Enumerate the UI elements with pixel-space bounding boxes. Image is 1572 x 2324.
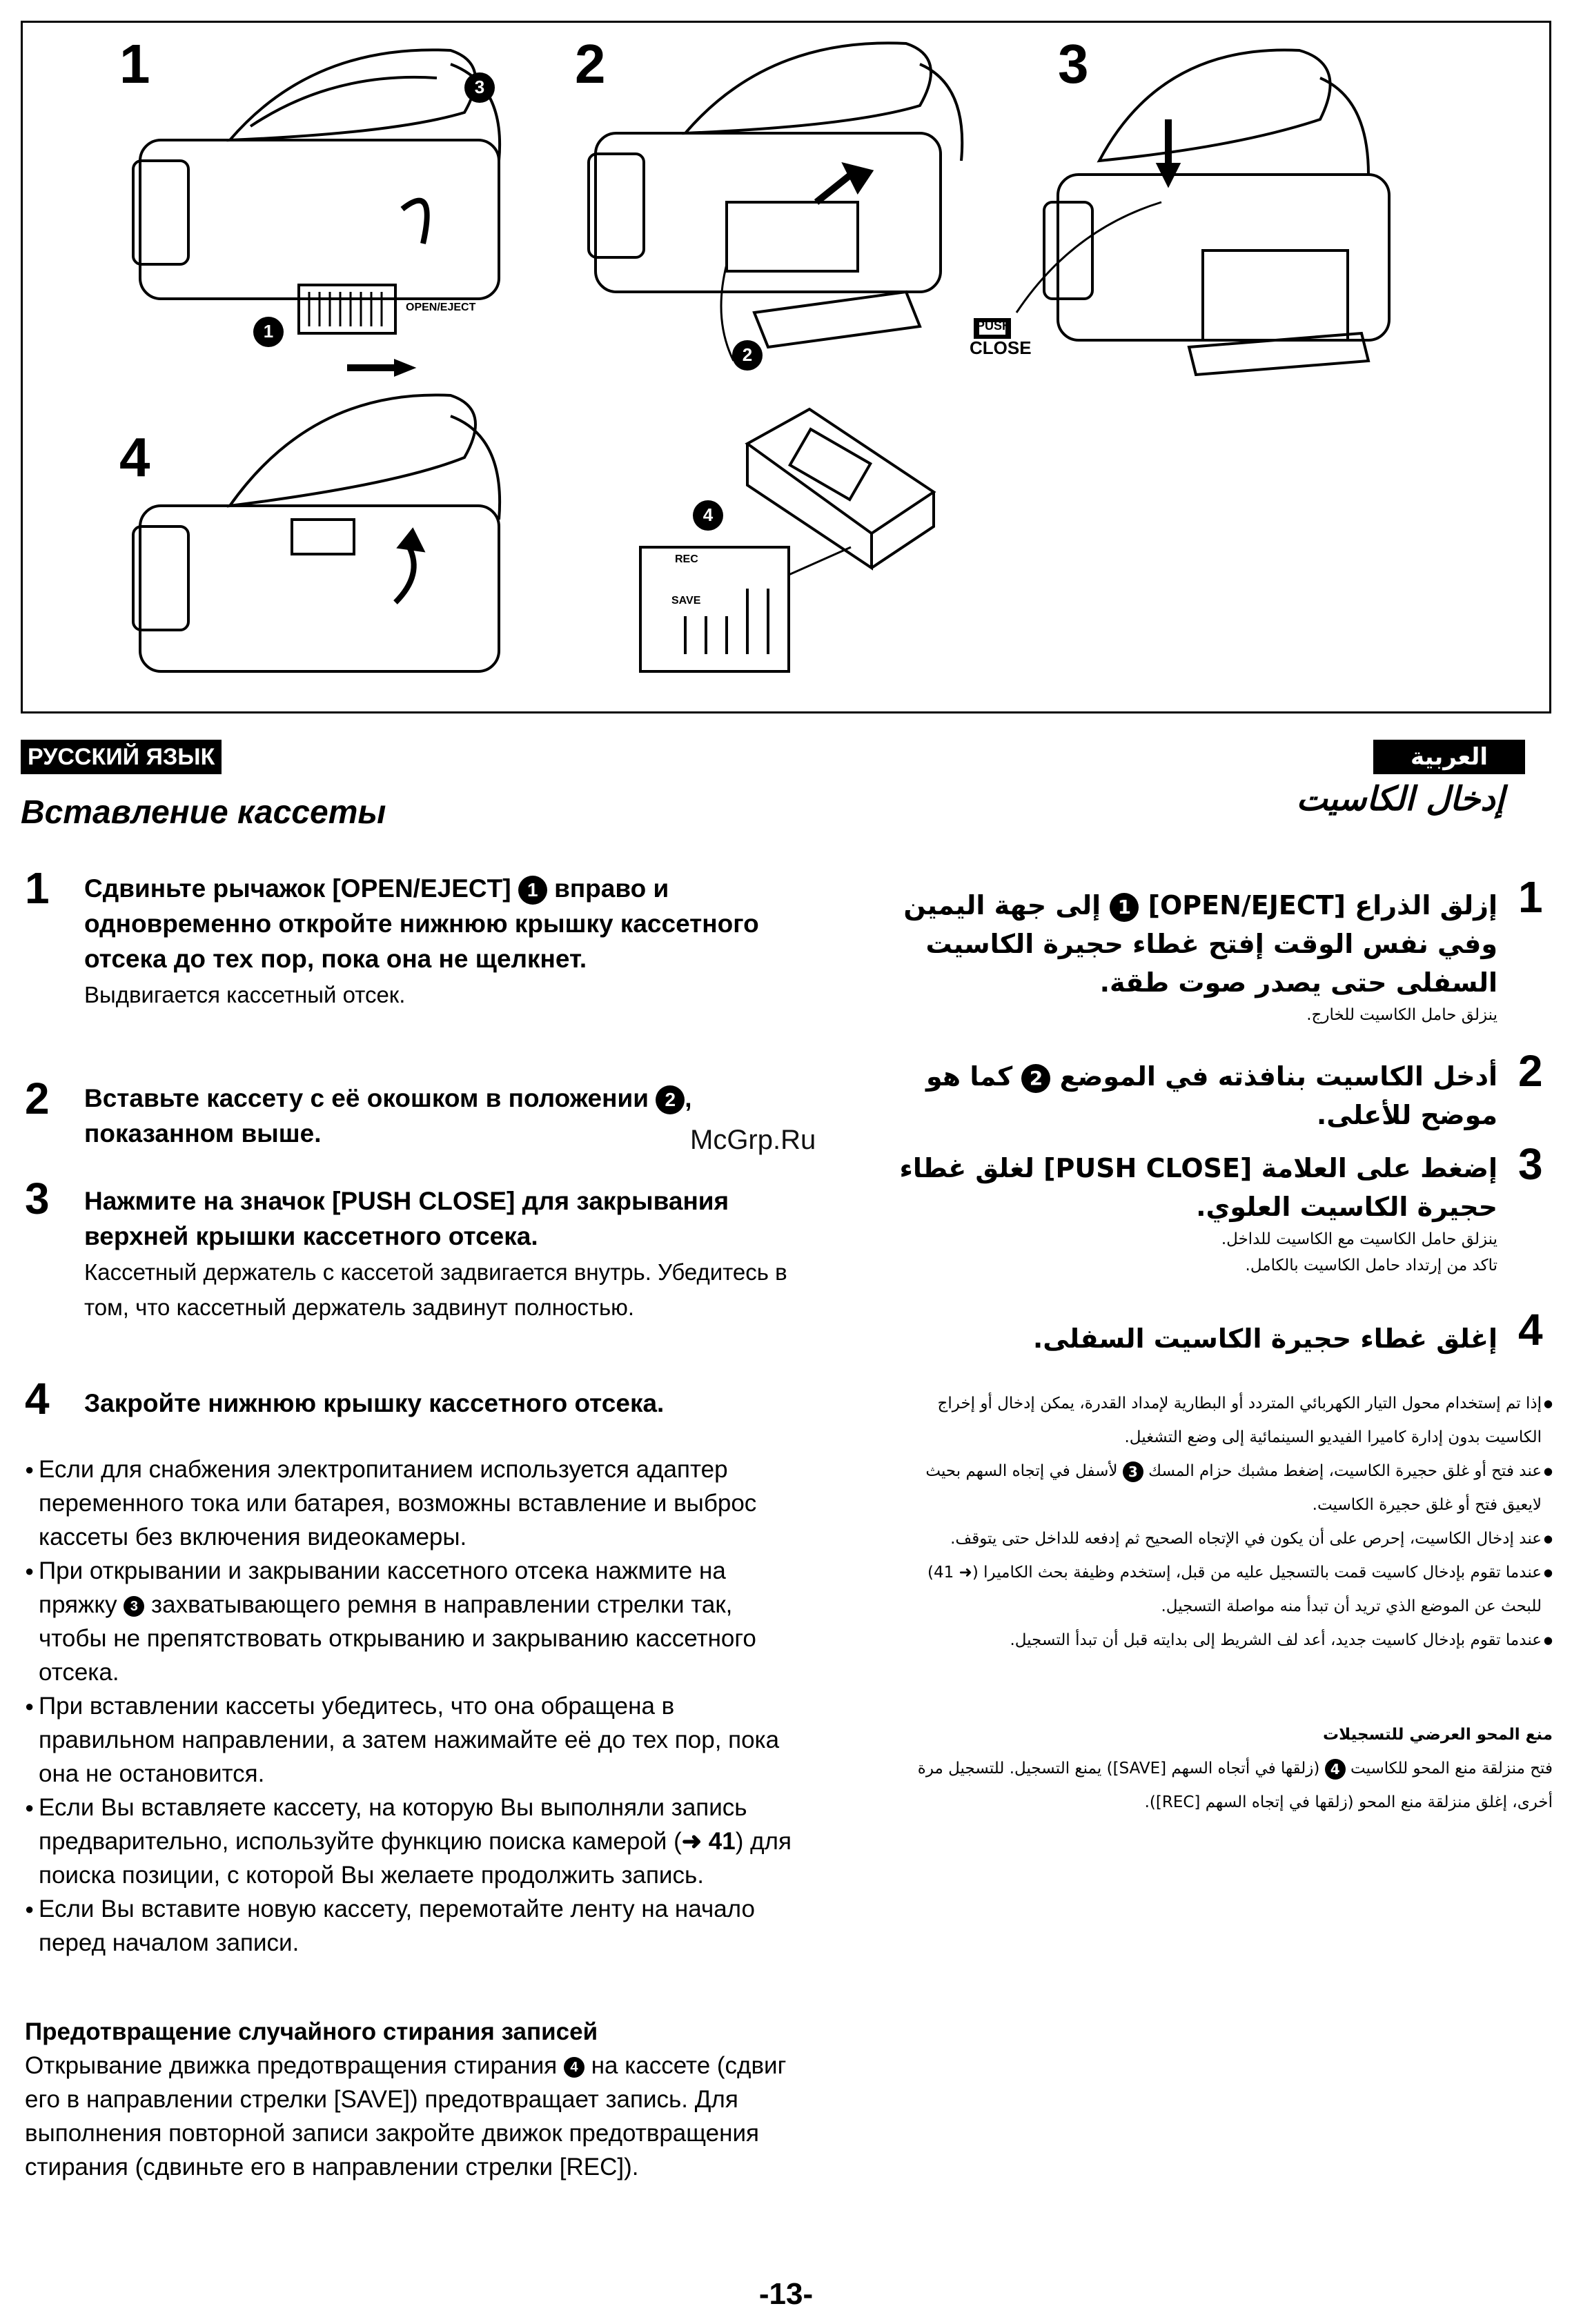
ru-note-4-text-b: ) для поиска позиции, с которой Вы желаете продолжить запись. bbox=[39, 1828, 792, 1889]
ru-protect-section bbox=[25, 2015, 805, 2184]
ar-note-2-text-a: عند فتح أو غلق حجيرة الكاسيت، إضغط مشبك حزام المسك bbox=[1143, 1462, 1542, 1480]
lang-tag-arabic: العربية bbox=[1373, 740, 1525, 774]
ru-note-4-page-ref: ➜ 41 bbox=[681, 1828, 736, 1855]
panel-number-1: 1 bbox=[119, 33, 150, 95]
ru-note-4 bbox=[25, 1791, 805, 1892]
ar-step-2 bbox=[890, 1057, 1497, 1134]
ar-step-4 bbox=[890, 1319, 1497, 1358]
ar-protect-section bbox=[890, 1718, 1553, 1820]
ru-step-3-number: 3 bbox=[25, 1174, 50, 1223]
ru-step-2-icon: 2 bbox=[656, 1085, 685, 1114]
ar-notes-list bbox=[890, 1387, 1553, 1657]
ru-step-3-text: Нажмите на значок [PUSH CLOSE] для закрывания верхней крышки кассетного отсека. bbox=[84, 1187, 729, 1250]
camera-drawing-3 bbox=[975, 50, 1389, 375]
ar-note-4: ● عندما تقوم بإدخال كاسيت قمت بالتسجيل عليه من قبل، إستخدم وظيفة بحث الكاميرا (➜ 41) للبحث عن الموضع الذي تريد أن تبدأ منه مواصلة التسجيل. bbox=[890, 1556, 1553, 1624]
ru-protect-title: Предотвращение случайного стирания записей bbox=[25, 2018, 598, 2045]
ar-step-1-number: 1 bbox=[1518, 872, 1543, 922]
camera-illustrations bbox=[23, 23, 1553, 716]
illustration-box bbox=[21, 21, 1551, 713]
page-number: -13- bbox=[758, 2277, 814, 2311]
ar-step-3-text: إضغط على العلامة [PUSH CLOSE] لغلق غطاء حجيرة الكاسيت العلوي. bbox=[899, 1153, 1497, 1222]
ru-step-4-text: Закройте нижнюю крышку кассетного отсека. bbox=[84, 1389, 665, 1417]
lang-tag-russian: РУССКИЙ ЯЗЫК bbox=[21, 740, 222, 774]
camera-drawing-4 bbox=[133, 395, 500, 671]
ar-step-1-text-b: إلى جهة اليمين وفي نفس الوقت إفتح غطاء حجيرة الكاسيت السفلى حتى يصدر صوت طقة. bbox=[903, 890, 1497, 998]
ru-step-1-sub: Выдвигается кассетный отсек. bbox=[84, 982, 406, 1007]
ru-step-1-number: 1 bbox=[25, 863, 50, 913]
arabic-title: إدخال الكاسيت bbox=[1296, 780, 1504, 818]
rec-label: REC bbox=[675, 553, 698, 565]
ru-note-2 bbox=[25, 1554, 805, 1689]
ru-note-2-text-b: захватывающего ремня в направлении стрелки так, чтобы не препятствовать открыванию и закрыванию кассетного отсека. bbox=[39, 1591, 756, 1686]
ar-note-2 bbox=[890, 1455, 1553, 1522]
ar-step-1-icon: 1 bbox=[1110, 893, 1139, 922]
ru-step-1-text-a: Сдвиньте рычажок [OPEN/EJECT] bbox=[84, 874, 518, 903]
ru-step-3 bbox=[84, 1183, 816, 1324]
open-eject-switch-stripes bbox=[309, 292, 382, 326]
ar-step-1 bbox=[890, 886, 1497, 1028]
ru-protect-body bbox=[25, 2049, 805, 2184]
ar-note-2-icon: 3 bbox=[1123, 1461, 1143, 1482]
ar-protect-title: منع المحو العرضي للتسجيلات bbox=[1323, 1726, 1553, 1744]
ru-step-3-sub: Кассетный держатель с кассетой задвигается внутрь. Убедитесь в том, что кассетный держатель задвинут полностью. bbox=[84, 1259, 787, 1320]
camera-drawing-1 bbox=[133, 50, 500, 375]
ru-step-1-icon: 1 bbox=[518, 876, 547, 905]
ru-step-4 bbox=[84, 1386, 816, 1421]
ar-note-1: ● إذا تم إستخدام محول التيار الكهربائي المتردد أو البطارية لإمداد القدرة، يمكن إدخال أو إخراج الكاسيت بدون إدارة كاميرا الفيديو السينمائية إلى وضع التشغيل. bbox=[890, 1387, 1553, 1455]
callout-3-label: 3 bbox=[474, 77, 485, 97]
ru-step-2-text-b: , показанном выше. bbox=[84, 1084, 692, 1148]
callout-4-label: 4 bbox=[703, 504, 714, 525]
ar-step-2-number: 2 bbox=[1518, 1046, 1543, 1096]
ru-step-1-text-b: вправо и одновременно откройте нижнюю крышку кассетного отсека до тех пор, пока она не щелкнет. bbox=[84, 874, 759, 973]
panel-number-4: 4 bbox=[119, 426, 150, 488]
ru-note-4-text-a: Если Вы вставляете кассету, на которую Вы выполняли запись предварительно, используйте функцию поиска камерой ( bbox=[39, 1794, 747, 1855]
ar-step-2-icon: 2 bbox=[1021, 1064, 1050, 1093]
callout-2-label: 2 bbox=[742, 344, 753, 365]
ar-note-3: ● عند إدخال الكاسيت، إحرص على أن يكون في الإتجاه الصحيح ثم إدفعه للداخل حتى يتوقف. bbox=[890, 1522, 1553, 1556]
ar-step-2-text-a: أدخل الكاسيت بنافذته في الموضع bbox=[1050, 1061, 1497, 1092]
ar-protect-text-a: فتح منزلقة منع المحو للكاسيت bbox=[1345, 1760, 1553, 1778]
ru-step-4-number: 4 bbox=[25, 1374, 50, 1424]
ru-note-1: ● Если для снабжения электропитанием используется адаптер переменного тока или батарея, возможны вставление и выброс кассеты без включения видеокамеры. bbox=[25, 1452, 805, 1554]
ar-step-2-text-b: كما هو موضح للأعلى. bbox=[925, 1061, 1497, 1130]
ar-step-4-text: إغلق غطاء حجيرة الكاسيت السفلى. bbox=[1032, 1323, 1497, 1354]
russian-title: Вставление кассеты bbox=[21, 794, 386, 831]
ru-protect-text-a: Открывание движка предотвращения стирания bbox=[25, 2052, 564, 2079]
ru-note-5: ● Если Вы вставите новую кассету, перемотайте ленту на начало перед началом записи. bbox=[25, 1892, 805, 1960]
panel-number-2: 2 bbox=[575, 33, 606, 95]
cassette-drawing bbox=[640, 409, 934, 671]
watermark: McGrp.Ru bbox=[690, 1125, 816, 1155]
ru-note-3: ● При вставлении кассеты убедитесь, что она обращена в правильном направлении, а затем нажимайте её до тех пор, пока она не остановится. bbox=[25, 1689, 805, 1791]
ar-note-5: ● عندما تقوم بإدخال كاسيت جديد، أعد لف الشريط إلى بدايته قبل أن تبدأ التسجيل. bbox=[890, 1624, 1553, 1657]
ar-protect-icon: 4 bbox=[1325, 1759, 1346, 1780]
close-label: CLOSE bbox=[970, 337, 1032, 358]
ru-protect-text-b: на кассете (сдвиг его в направлении стрелки [SAVE]) предотвращает запись. Для выполнения повторной записи закройте движок предотвращения стирания (сдвиньте его в направлении стрелки [REC]). bbox=[25, 2052, 787, 2180]
ar-step-1-text-a: إزلق الذراع [OPEN/EJECT] bbox=[1139, 890, 1497, 920]
ru-notes-list bbox=[25, 1452, 805, 1960]
ar-step-4-number: 4 bbox=[1518, 1305, 1543, 1355]
panel-number-3: 3 bbox=[1058, 33, 1089, 95]
save-label: SAVE bbox=[671, 595, 701, 607]
ar-protect-text-b: (زلقها في أتجاه السهم [SAVE]) يمنع التسجيل. للتسجيل مرة أخرى، إغلق منزلقة منع المحو (زلقها في إتجاه السهم [REC]). bbox=[917, 1760, 1553, 1811]
push-label: PUSH bbox=[976, 319, 1012, 333]
ar-note-2-text-b: لأسفل في إتجاه السهم بحيث لايعيق فتح أو غلق حجيرة الكاسيت. bbox=[925, 1462, 1542, 1514]
ar-step-3-note-2: تاكد من إرتداد حامل الكاسيت بالكامل. bbox=[1245, 1257, 1497, 1274]
camera-drawing-2 bbox=[589, 43, 962, 361]
open-eject-label: OPEN/EJECT bbox=[406, 302, 476, 313]
ru-step-2-text-a: Вставьте кассету с её окошком в положении bbox=[84, 1084, 656, 1112]
ru-step-2-number: 2 bbox=[25, 1074, 50, 1123]
ar-step-3-note-1: ينزلق حامل الكاسيت مع الكاسيت للداخل. bbox=[1221, 1230, 1497, 1248]
ru-protect-icon: 4 bbox=[564, 2057, 584, 2078]
ar-step-1-note: ينزلق حامل الكاسيت للخارج. bbox=[1306, 1006, 1497, 1024]
ar-step-3 bbox=[890, 1149, 1497, 1279]
ar-step-3-number: 3 bbox=[1518, 1139, 1543, 1189]
ar-protect-body bbox=[890, 1752, 1553, 1820]
callout-1-label: 1 bbox=[263, 321, 274, 342]
ru-note-2-icon: 3 bbox=[124, 1596, 144, 1617]
ru-note-2-text-a: При открывании и закрывании кассетного отсека нажмите на пряжку bbox=[39, 1557, 726, 1618]
ru-step-1 bbox=[84, 871, 788, 1012]
